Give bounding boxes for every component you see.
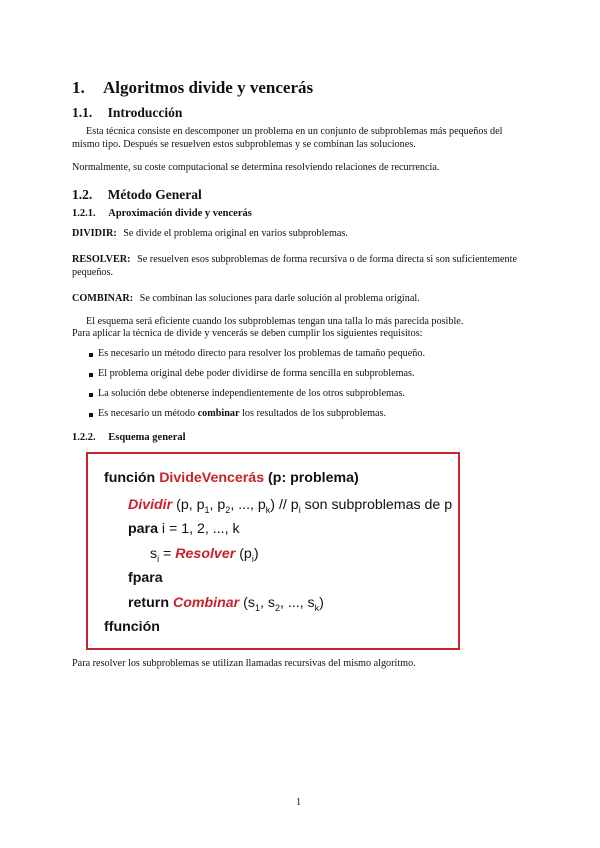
- resolver-args: (p: [239, 546, 252, 562]
- efficiency-line2: Para aplicar la técnica de divide y vencerás se deben cumplir los siguientes requisitos:: [72, 328, 423, 339]
- page-number: 1: [296, 797, 302, 808]
- combinar-call: Combinar: [172, 595, 240, 611]
- section-heading: [72, 78, 313, 98]
- keyword-fpara: fpara: [128, 570, 163, 586]
- subsection-number: 1.2.: [72, 187, 93, 202]
- combinar-item: [72, 292, 420, 305]
- scheme-line-ffuncion: [104, 619, 160, 635]
- combinar-label: COMBINAR:: [72, 293, 134, 304]
- after-scheme-text: Para resolver los subproblemas se utilizan llamadas recursivas del mismo algoritmo.: [72, 658, 416, 669]
- bullet-icon: [89, 393, 93, 397]
- subsection-heading-intro: [72, 105, 182, 121]
- resolver-text: Se resuelven esos subproblemas de forma recursiva o de forma directa si son suficientemente: [137, 254, 517, 265]
- dividir-call: Dividir: [128, 497, 173, 513]
- combinar-text: Se combinan las soluciones para darle solución al problema original.: [139, 293, 420, 304]
- scheme-line-return: return Combinar ($s_1$, $s_2$, ..., $s_k$): [128, 595, 324, 613]
- intro-paragraph-2: Normalmente, su coste computacional se determina resolviendo relaciones de recurrencia.: [72, 162, 440, 173]
- subsubsection-number: 1.2.1.: [72, 208, 96, 219]
- bullet-icon: [89, 373, 93, 377]
- scheme-line-funcion: [104, 470, 359, 486]
- subsubsection-title: Esquema general: [108, 432, 186, 443]
- requirement-item: Es necesario un método directo para resolver los problemas de tamaño pequeño.: [98, 348, 426, 359]
- intro-paragraph-line1: Esta técnica consiste en descomponer un problema en un conjunto de subproblemas más pequeños del: [86, 126, 503, 137]
- resolver-text-line2: pequeños.: [72, 267, 114, 278]
- subsection-number: 1.1.: [72, 105, 93, 120]
- section-number: 1.: [72, 78, 85, 97]
- keyword-para: para: [128, 521, 158, 537]
- equals: =: [163, 546, 172, 562]
- dividir-args: (p, p: [176, 497, 205, 513]
- function-params: (p: problema): [268, 470, 359, 486]
- requirement-text: los resultados de los subproblemas.: [242, 408, 387, 419]
- para-range: i = 1, 2, ..., k: [161, 521, 240, 537]
- var-s: s: [150, 546, 158, 562]
- requirement-item: La solución debe obtenerse independientemente de los otros subproblemas.: [98, 388, 405, 399]
- dividir-comment: // p: [278, 497, 299, 513]
- scheme-line-para: [128, 521, 240, 537]
- resolver-call: Resolver: [175, 546, 236, 562]
- dividir-item: [72, 227, 348, 240]
- efficiency-line1: El esquema será eficiente cuando los subproblemas tengan una talla lo más parecida posible.: [86, 316, 464, 327]
- scheme-line-resolver: $s_i$ = Resolver $(p_i)$: [150, 546, 259, 564]
- subsection-heading-metodo: [72, 187, 202, 203]
- subsection-title: Introducción: [107, 105, 183, 120]
- requirement-bold: combinar: [197, 408, 240, 419]
- subsubsection-heading-aproximacion: [72, 208, 252, 219]
- subsection-title: Método General: [107, 187, 202, 202]
- requirement-item: [98, 407, 386, 420]
- keyword-funcion: función: [104, 470, 156, 486]
- resolver-item: [72, 253, 517, 266]
- subsubsection-heading-esquema: [72, 432, 186, 443]
- dividir-comment-rest: son subproblemas de p: [304, 497, 453, 513]
- requirement-text: Es necesario un método: [98, 408, 196, 419]
- section-title: Algoritmos divide y vencerás: [103, 78, 314, 97]
- requirement-item: El problema original debe poder dividirse de forma sencilla en subproblemas.: [98, 368, 415, 379]
- scheme-line-fpara: [128, 570, 163, 586]
- scheme-line-dividir: Dividir (p, $p_1$, $p_2$, ..., $p_k) // p_i$ son subproblemas de p: [128, 497, 453, 515]
- keyword-ffuncion: ffunción: [104, 619, 160, 635]
- subsubsection-title: Aproximación divide y vencerás: [108, 208, 252, 219]
- dividir-label: DIVIDIR:: [72, 228, 117, 239]
- intro-paragraph-line2: mismo tipo. Después se resuelven estos subproblemas y se combinan las soluciones.: [72, 139, 416, 150]
- bullet-icon: [89, 413, 93, 417]
- keyword-return: return: [128, 595, 169, 611]
- function-name: DivideVencerás: [159, 470, 265, 486]
- dividir-text: Se divide el problema original en varios subproblemas.: [123, 228, 348, 239]
- bullet-icon: [89, 353, 93, 357]
- resolver-label: RESOLVER:: [72, 254, 131, 265]
- subsubsection-number: 1.2.2.: [72, 432, 96, 443]
